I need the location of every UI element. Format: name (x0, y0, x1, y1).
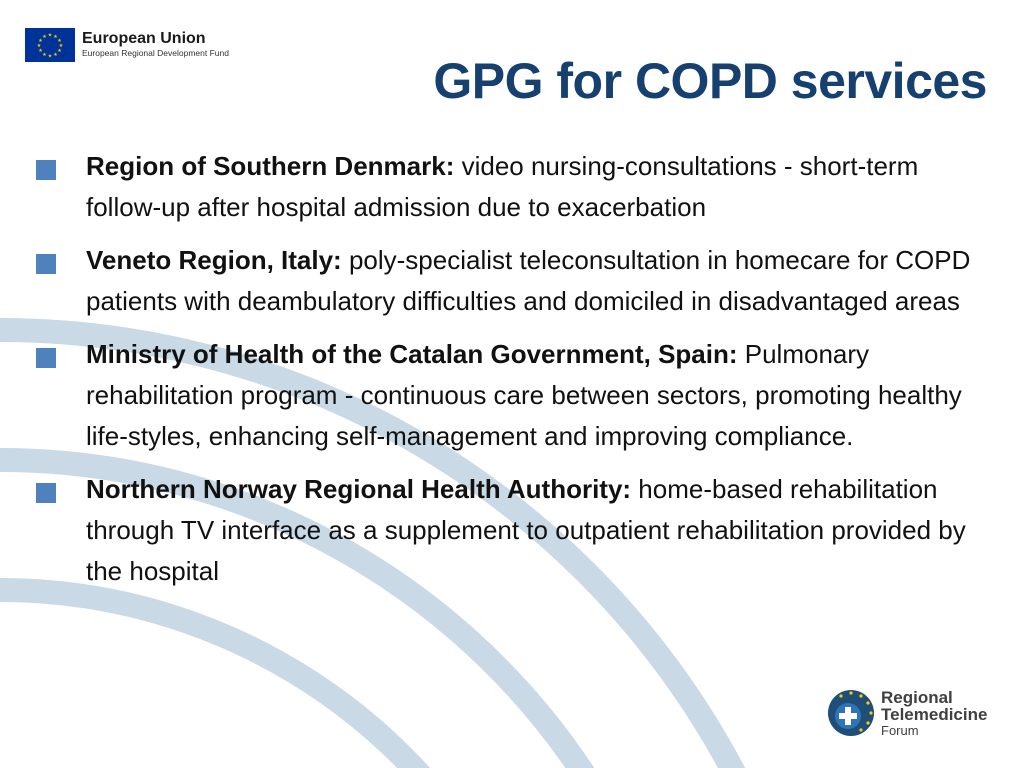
svg-text:★: ★ (42, 34, 47, 40)
medical-cross-globe-icon (826, 688, 876, 738)
eu-logo-name: European Union (82, 30, 206, 47)
square-bullet-icon (36, 348, 56, 368)
bullet-item (34, 240, 974, 322)
eu-flag-icon (25, 28, 75, 62)
item-heading: Ministry of Health of the Catalan Government, Spain: (86, 339, 738, 369)
square-bullet-icon (36, 254, 56, 274)
slide-title: GPG for COPD services (433, 53, 987, 109)
svg-text:★: ★ (53, 52, 58, 58)
bullet-item (34, 469, 974, 592)
eu-logo (25, 28, 229, 62)
square-bullet-icon (36, 483, 56, 503)
svg-text:★: ★ (53, 34, 58, 40)
item-text: poly-specialist teleconsultation in homecare for COPD patients with deambulatory difficulties and domiciled in disadvantaged areas (86, 245, 971, 316)
item-heading: Northern Norway Regional Health Authority: (86, 474, 632, 504)
eu-logo-fund: European Regional Development Fund (82, 48, 229, 58)
item-text: video nursing-consultations - short-term follow-up after hospital admission due to exacerbation (86, 151, 919, 222)
item-text: home-based rehabilitation through TV interface as a supplement to outpatient rehabilitation provided by the hospital (86, 474, 966, 586)
eu-logo-text (82, 29, 229, 59)
rtf-logo-text (881, 689, 987, 738)
svg-text:★: ★ (47, 53, 53, 60)
item-heading: Region of Southern Denmark: (86, 151, 455, 181)
svg-text:★: ★ (57, 38, 62, 44)
svg-text:★: ★ (36, 43, 42, 49)
bullet-item (34, 334, 974, 457)
square-bullet-icon (36, 160, 56, 180)
rtf-logo-line3: Forum (881, 722, 919, 738)
svg-text:★: ★ (42, 52, 47, 58)
background-arc (0, 590, 570, 768)
svg-text:★: ★ (58, 43, 64, 49)
bullet-list (34, 146, 974, 604)
rtf-logo-line1: Regional (881, 687, 953, 707)
item-heading: Veneto Region, Italy: (86, 245, 342, 275)
rtf-logo-line2: Telemedicine (881, 704, 988, 724)
item-text: Pulmonary rehabilitation program - continuous care between sectors, promoting healthy life-styles, enhancing self-management and improving compliance. (86, 339, 962, 451)
bullet-item (34, 146, 974, 228)
rtf-logo (826, 688, 987, 738)
svg-text:★: ★ (38, 48, 43, 54)
svg-text:★: ★ (47, 32, 53, 39)
svg-text:★: ★ (38, 38, 43, 44)
svg-text:★: ★ (57, 48, 62, 54)
